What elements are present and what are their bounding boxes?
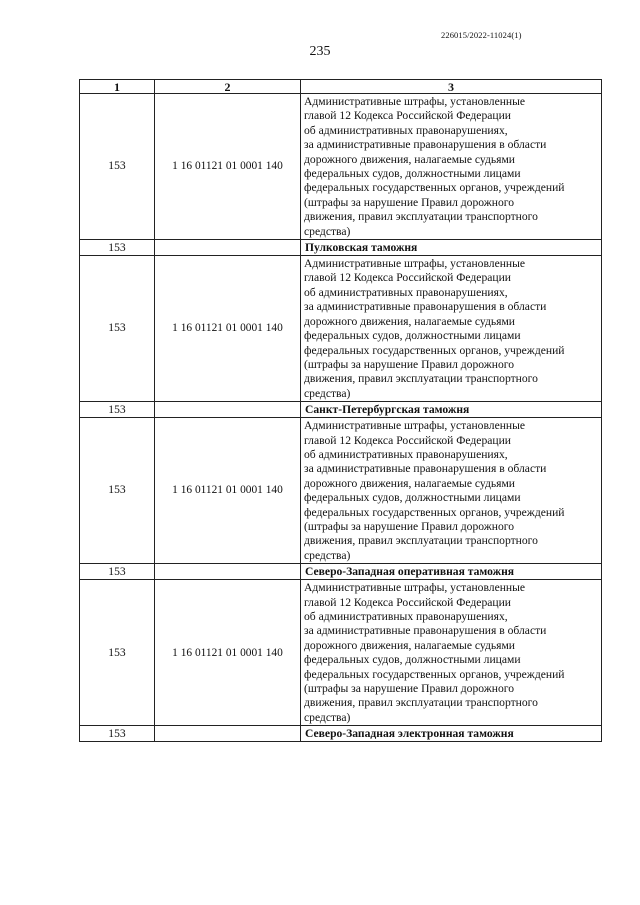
description-line: Административные штрафы, установленные: [304, 257, 526, 271]
description-cell: [301, 256, 602, 402]
row-number-cell: 153: [80, 94, 155, 240]
description-line: средства): [304, 386, 351, 400]
description-line: федеральных судов, должностными лицами: [304, 491, 521, 505]
column-header-3: 3: [301, 80, 602, 94]
description-line: об административных правонарушениях,: [304, 123, 508, 137]
description-line: главой 12 Кодекса Российской Федерации: [304, 595, 512, 609]
row-number-cell: 153: [80, 256, 155, 402]
description-line: (штрафы за нарушение Правил дорожного: [304, 195, 515, 209]
budget-code-cell: 1 16 01121 01 0001 140: [155, 256, 301, 402]
description-cell: [301, 418, 602, 564]
description-cell: [301, 580, 602, 726]
section-row: [80, 564, 602, 580]
table-header-row: [80, 80, 602, 94]
section-row: [80, 726, 602, 742]
description-line: Административные штрафы, установленные: [304, 581, 526, 595]
description-line: движения, правил эксплуатации транспортного: [304, 534, 538, 548]
description-line: Административные штрафы, установленные: [304, 419, 526, 433]
budget-code-cell: [155, 564, 301, 580]
description-line: Административные штрафы, установленные: [304, 95, 526, 108]
description-line: средства): [304, 224, 351, 238]
row-number-cell: 153: [80, 418, 155, 564]
column-header-1: 1: [80, 80, 155, 94]
description-line: движения, правил эксплуатации транспортного: [304, 210, 538, 224]
description-line: об административных правонарушениях,: [304, 447, 508, 461]
description-line: главой 12 Кодекса Российской Федерации: [304, 271, 512, 285]
table-row: [80, 580, 602, 726]
description-line: дорожного движения, налагаемые судьями: [304, 638, 516, 652]
description-line: федеральных судов, должностными лицами: [304, 329, 521, 343]
table-row: [80, 418, 602, 564]
description-line: дорожного движения, налагаемые судьями: [304, 152, 516, 166]
description-line: (штрафы за нарушение Правил дорожного: [304, 519, 515, 533]
description-line: (штрафы за нарушение Правил дорожного: [304, 682, 515, 696]
budget-code-cell: 1 16 01121 01 0001 140: [155, 94, 301, 240]
description-line: за административные правонарушения в области: [304, 462, 547, 476]
description-line: средства): [304, 548, 351, 562]
description-cell: [301, 94, 602, 240]
section-row: [80, 240, 602, 256]
description-line: федеральных государственных органов, учреждений: [304, 505, 565, 519]
description-line: главой 12 Кодекса Российской Федерации: [304, 109, 512, 123]
description-line: за административные правонарушения в области: [304, 300, 547, 314]
row-number-cell: 153: [80, 580, 155, 726]
page-number: 235: [309, 44, 331, 59]
section-row: [80, 402, 602, 418]
row-number-cell: 153: [80, 564, 155, 580]
table-row: [80, 94, 602, 240]
budget-code-cell: [155, 726, 301, 742]
budget-code-cell: [155, 240, 301, 256]
budget-code-cell: 1 16 01121 01 0001 140: [155, 418, 301, 564]
description-line: федеральных государственных органов, учреждений: [304, 667, 565, 681]
description-line: средства): [304, 710, 351, 724]
description-line: за административные правонарушения в области: [304, 138, 547, 152]
row-number-cell: 153: [80, 240, 155, 256]
description-line: об административных правонарушениях,: [304, 610, 508, 623]
row-number-cell: 153: [80, 726, 155, 742]
row-number-cell: 153: [80, 402, 155, 418]
budget-code-cell: [155, 402, 301, 418]
section-name: Санкт-Петербургская таможня: [301, 402, 602, 418]
section-name: Северо-Западная оперативная таможня: [301, 564, 602, 580]
description-line: федеральных судов, должностными лицами: [304, 167, 521, 181]
description-line: об административных правонарушениях,: [304, 285, 508, 299]
description-line: главой 12 Кодекса Российской Федерации: [304, 433, 512, 447]
description-line: (штрафы за нарушение Правил дорожного: [304, 357, 515, 371]
section-name: Пулковская таможня: [301, 240, 602, 256]
section-name: Северо-Западная электронная таможня: [301, 726, 602, 742]
table-row: [80, 256, 602, 402]
description-line: федеральных государственных органов, учреждений: [304, 181, 565, 195]
description-line: движения, правил эксплуатации транспортного: [304, 372, 538, 386]
budget-codes-table: [79, 79, 602, 742]
budget-code-cell: 1 16 01121 01 0001 140: [155, 580, 301, 726]
column-header-2: 2: [155, 80, 301, 94]
description-line: дорожного движения, налагаемые судьями: [304, 314, 516, 328]
description-line: федеральных судов, должностными лицами: [304, 653, 521, 667]
description-line: движения, правил эксплуатации транспортного: [304, 696, 538, 710]
document-id: 226015/2022-11024(1): [441, 30, 522, 40]
description-line: за административные правонарушения в области: [304, 624, 547, 638]
description-line: дорожного движения, налагаемые судьями: [304, 476, 516, 490]
description-line: федеральных государственных органов, учреждений: [304, 343, 565, 357]
